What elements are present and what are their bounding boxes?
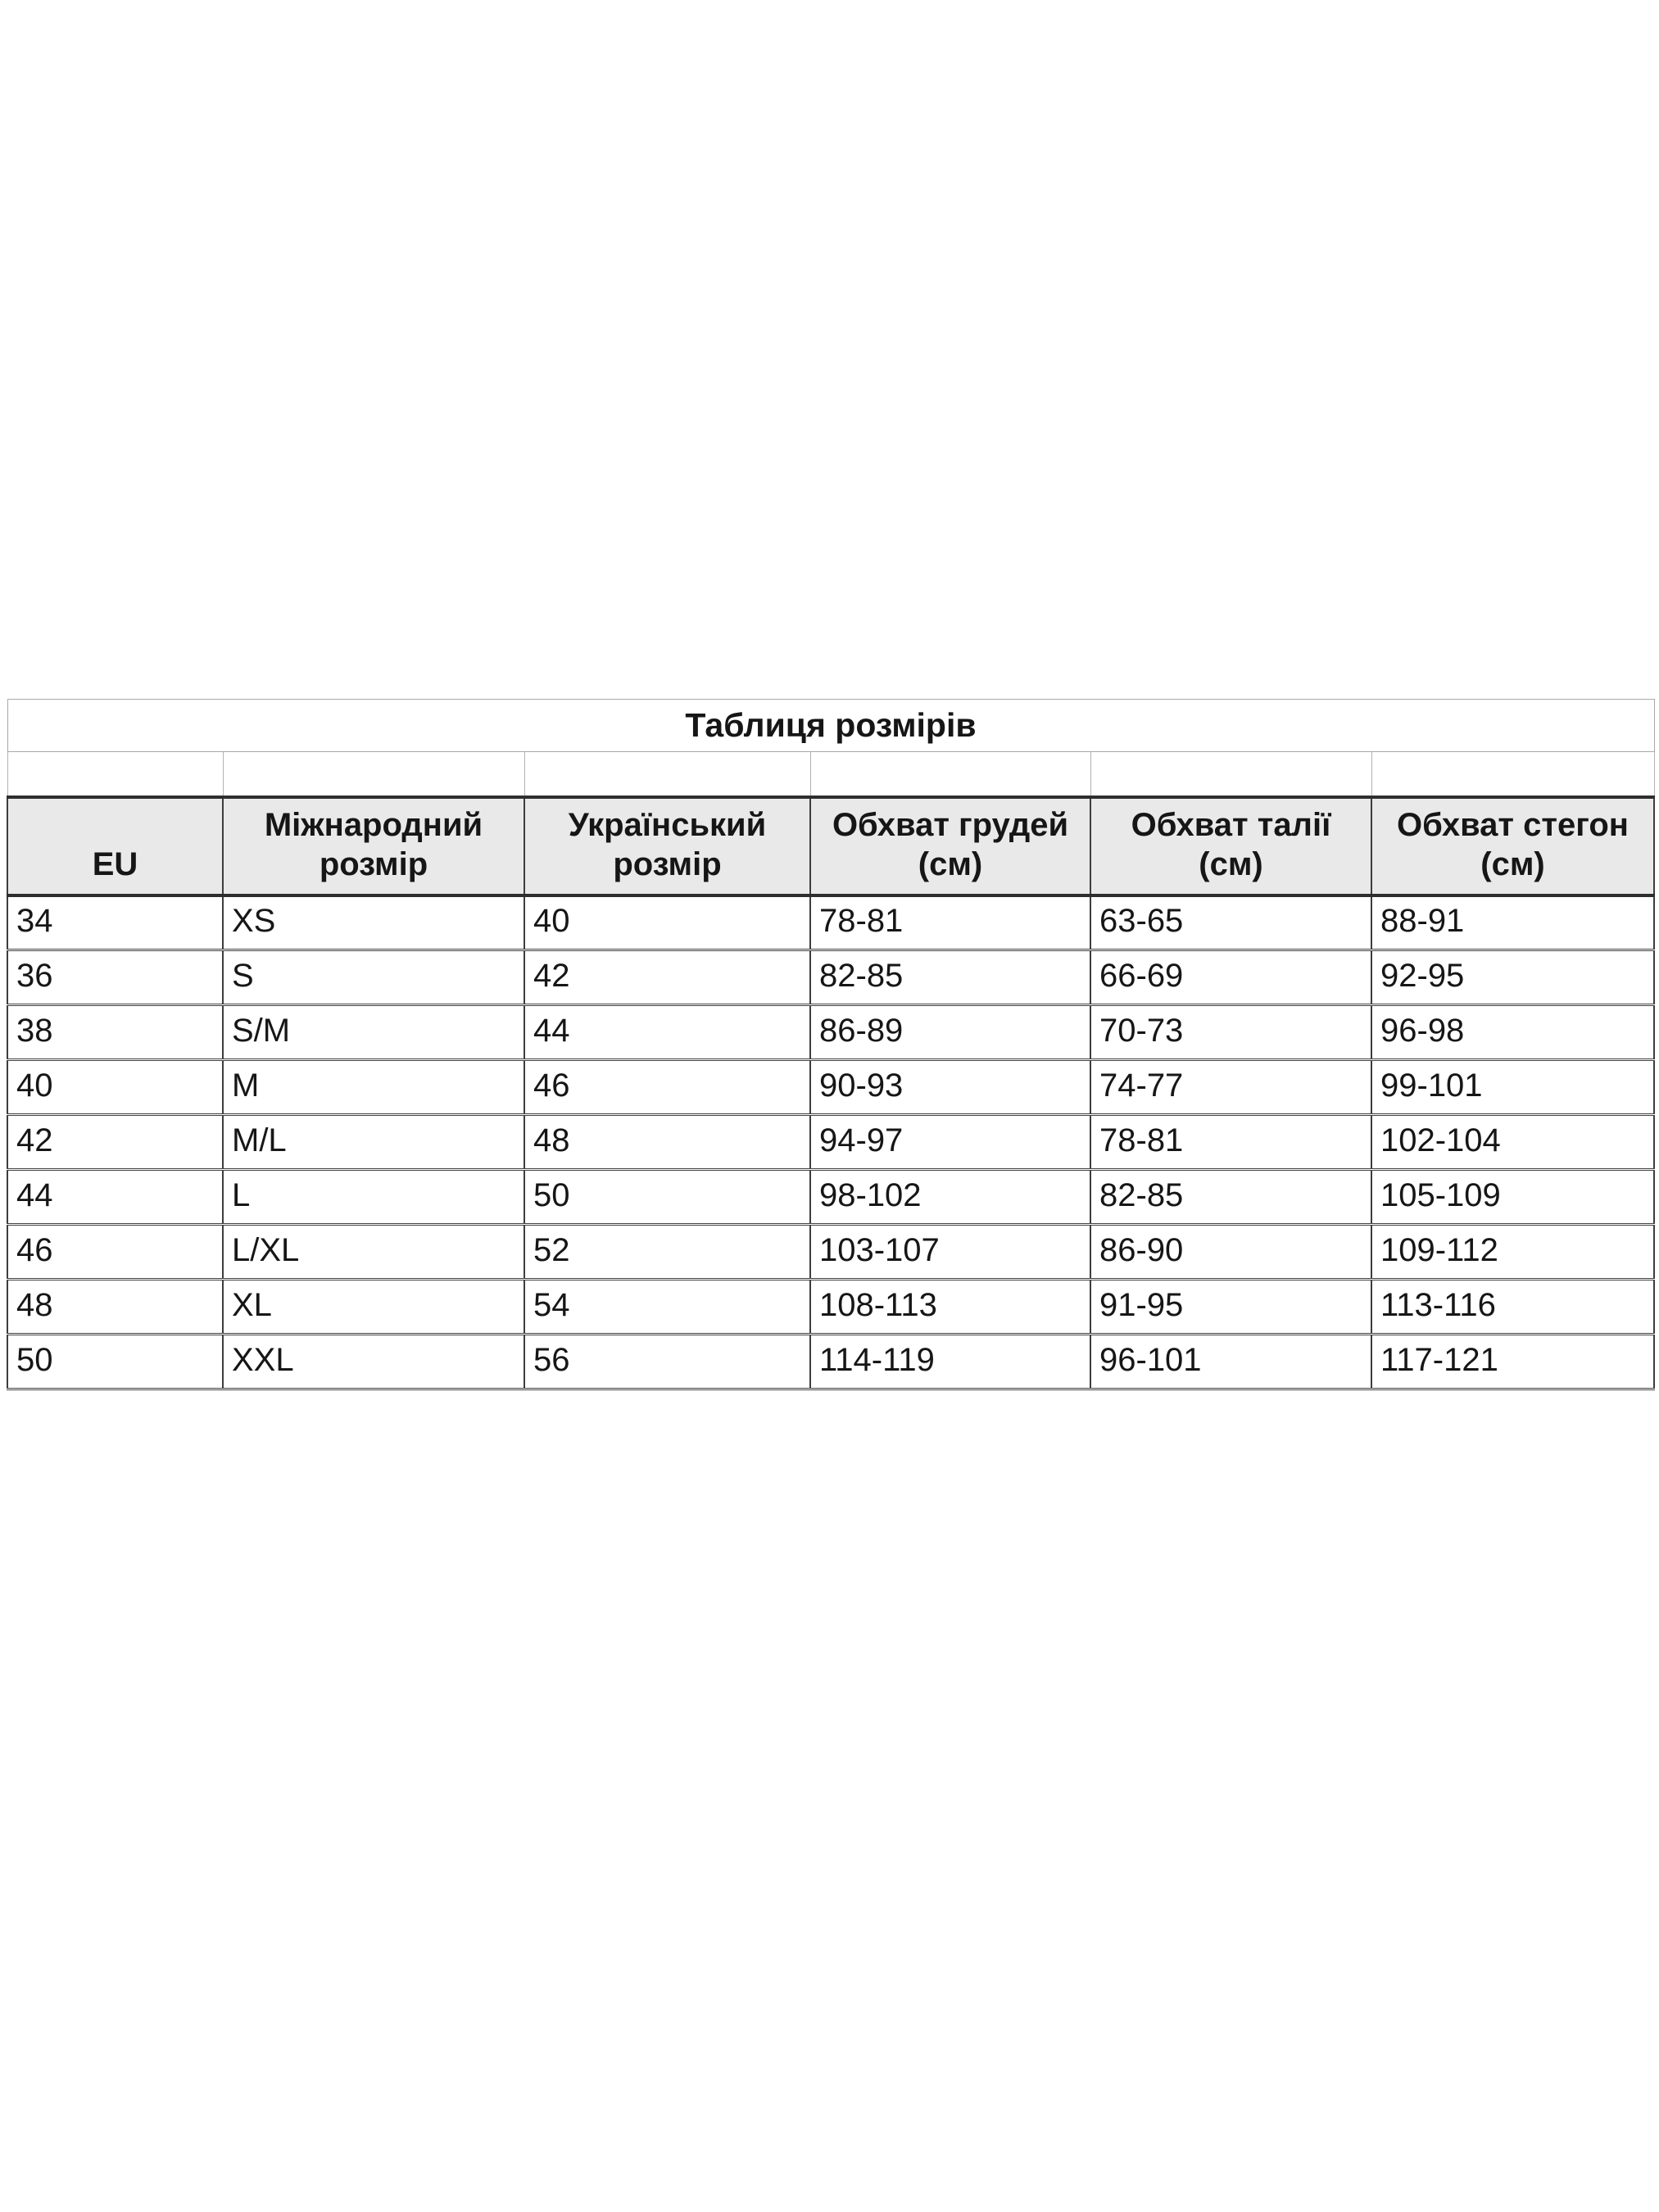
size-cell: 52 (524, 1225, 810, 1280)
size-cell: 78-81 (1090, 1115, 1371, 1170)
size-cell: 96-101 (1090, 1335, 1371, 1389)
column-header: Обхват грудей (см) (810, 797, 1090, 895)
size-cell: 44 (524, 1005, 810, 1060)
size-cell: 92-95 (1371, 950, 1654, 1005)
size-cell: 48 (524, 1115, 810, 1170)
table-row (7, 1115, 1654, 1170)
size-cell: 108-113 (810, 1280, 1090, 1335)
size-cell: 40 (524, 895, 810, 950)
size-cell: 105-109 (1371, 1170, 1654, 1225)
column-header: Український розмір (524, 797, 810, 895)
spacer-cell (7, 752, 223, 797)
table-row (7, 1335, 1654, 1389)
table-row (7, 1280, 1654, 1335)
size-cell: 44 (7, 1170, 223, 1225)
size-cell: M (223, 1060, 524, 1115)
size-cell: 36 (7, 950, 223, 1005)
spacer-cell (810, 752, 1090, 797)
size-cell: 56 (524, 1335, 810, 1389)
spacer-cell (223, 752, 524, 797)
size-chart-body (7, 700, 1654, 1389)
size-cell: 82-85 (1090, 1170, 1371, 1225)
table-row (7, 1170, 1654, 1225)
size-cell: S (223, 950, 524, 1005)
size-cell: 103-107 (810, 1225, 1090, 1280)
size-cell: 38 (7, 1005, 223, 1060)
size-cell: 34 (7, 895, 223, 950)
spacer-cell (1090, 752, 1371, 797)
size-cell: 86-90 (1090, 1225, 1371, 1280)
size-cell: 70-73 (1090, 1005, 1371, 1060)
header-row (7, 797, 1654, 895)
size-cell: XS (223, 895, 524, 950)
size-cell: 94-97 (810, 1115, 1090, 1170)
table-row (7, 1005, 1654, 1060)
size-cell: 78-81 (810, 895, 1090, 950)
size-cell: 40 (7, 1060, 223, 1115)
size-cell: 74-77 (1090, 1060, 1371, 1115)
size-cell: 109-112 (1371, 1225, 1654, 1280)
size-cell: 99-101 (1371, 1060, 1654, 1115)
size-cell: 98-102 (810, 1170, 1090, 1225)
size-cell: L (223, 1170, 524, 1225)
table-row (7, 1225, 1654, 1280)
table-row (7, 895, 1654, 950)
size-cell: 113-116 (1371, 1280, 1654, 1335)
size-cell: 86-89 (810, 1005, 1090, 1060)
size-cell: 102-104 (1371, 1115, 1654, 1170)
size-cell: 82-85 (810, 950, 1090, 1005)
size-cell: M/L (223, 1115, 524, 1170)
table-row (7, 1060, 1654, 1115)
size-cell: 117-121 (1371, 1335, 1654, 1389)
size-cell: 48 (7, 1280, 223, 1335)
size-cell: 50 (7, 1335, 223, 1389)
size-cell: 63-65 (1090, 895, 1371, 950)
size-cell: 50 (524, 1170, 810, 1225)
size-cell: 90-93 (810, 1060, 1090, 1115)
size-cell: 88-91 (1371, 895, 1654, 950)
size-cell: XXL (223, 1335, 524, 1389)
column-header: Обхват талії (см) (1090, 797, 1371, 895)
column-header: Обхват стегон (см) (1371, 797, 1654, 895)
table-row (7, 950, 1654, 1005)
spacer-cell (524, 752, 810, 797)
size-cell: 54 (524, 1280, 810, 1335)
title-row (7, 700, 1654, 752)
size-cell: 114-119 (810, 1335, 1090, 1389)
size-cell: 91-95 (1090, 1280, 1371, 1335)
spacer-cell (1371, 752, 1654, 797)
table-title: Таблиця розмірів (7, 700, 1654, 752)
size-cell: 42 (524, 950, 810, 1005)
size-cell: S/M (223, 1005, 524, 1060)
size-cell: L/XL (223, 1225, 524, 1280)
size-cell: XL (223, 1280, 524, 1335)
size-cell: 66-69 (1090, 950, 1371, 1005)
size-cell: 46 (524, 1060, 810, 1115)
column-header: Міжнародний розмір (223, 797, 524, 895)
size-cell: 96-98 (1371, 1005, 1654, 1060)
size-chart-table (7, 699, 1655, 1390)
size-cell: 42 (7, 1115, 223, 1170)
spacer-row (7, 752, 1654, 797)
column-header: EU (7, 797, 223, 895)
size-cell: 46 (7, 1225, 223, 1280)
